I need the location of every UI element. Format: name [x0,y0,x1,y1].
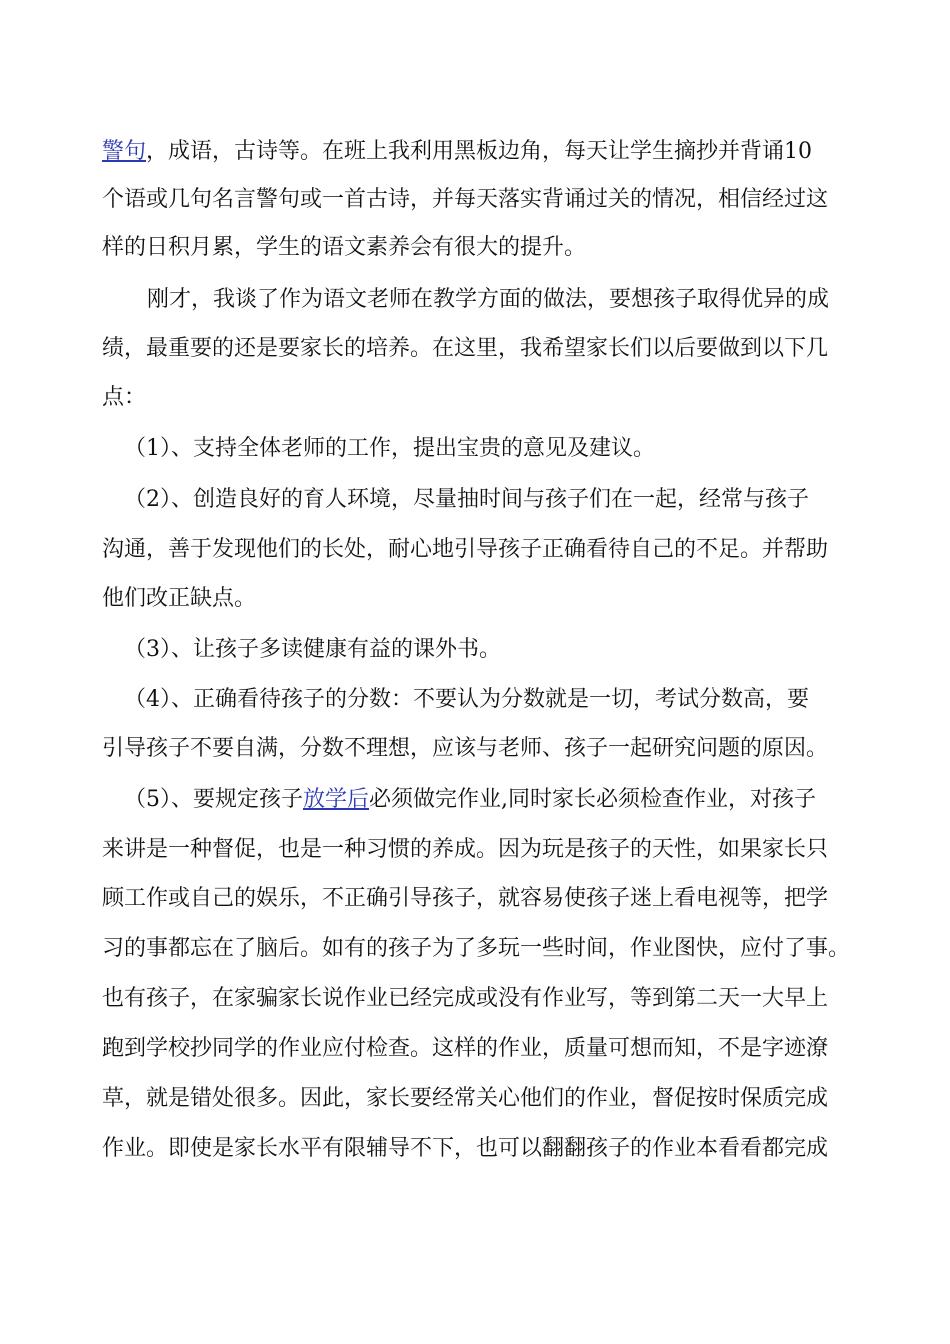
text-line: 个语或几句名言警句或一首古诗，并每天落实背诵过关的情况，相信经过这 [102,187,829,212]
text-line: 顾工作或自己的娱乐，不正确引导孩子，就容易使孩子迷上看电视等，把学 [102,886,829,911]
list-item: （1）、支持全体老师的工作，提出宝贵的意见及建议。 [124,436,655,461]
link-jingju[interactable]: 警句 [102,139,147,164]
text-line: 来讲是一种督促，也是一种习惯的养成。因为玩是孩子的天性，如果家长只 [102,837,829,862]
text-line: 点： [102,385,147,410]
text-line: 样的日积月累，学生的语文素养会有很大的提升。 [102,235,587,260]
list-item [124,785,816,815]
text-span: ，成语，古诗等。在班上我利用黑板边角，每天让学生摘抄并背诵10 [146,139,813,164]
list-item: （4）、正确看待孩子的分数：不要认为分数就是一切，考试分数高，要 [124,687,809,712]
text-line: 草，就是错处很多。因此，家长要经常关心他们的作业，督促按时保质完成 [102,1086,829,1111]
list-item: （2）、创造良好的育人环境，尽量抽时间与孩子们在一起，经常与孩子 [124,487,809,512]
text-line: 引导孩子不要自满，分数不理想，应该与老师、孩子一起研究问题的原因。 [102,736,829,761]
list-item: （3）、让孩子多读健康有益的课外书。 [124,637,501,662]
link-fangxuehou[interactable]: 放学后 [303,787,370,812]
text-line: 跑到学校抄同学的作业应付检查。这样的作业，质量可想而知，不是字迹潦 [102,1036,829,1061]
text-line: 习的事都忘在了脑后。如有的孩子为了多玩一些时间，作业图快，应付了事。 [102,936,851,961]
text-span: （5）、要规定孩子 [124,787,303,812]
text-line [102,137,812,167]
text-span: 必须做完作业,同时家长必须检查作业，对孩子 [369,787,817,812]
text-line: 也有孩子，在家骗家长说作业已经完成或没有作业写，等到第二天一大早上 [102,986,829,1011]
text-line: 他们改正缺点。 [102,586,257,611]
text-line: 作业。即使是家长水平有限辅导不下，也可以翻翻孩子的作业本看看都完成 [102,1136,829,1161]
text-line: 绩，最重要的还是要家长的培养。在这里，我希望家长们以后要做到以下几 [102,336,829,361]
text-line: 刚才，我谈了作为语文老师在教学方面的做法，要想孩子取得优异的成 [147,287,830,312]
text-line: 沟通，善于发现他们的长处，耐心地引导孩子正确看待自己的不足。并帮助 [102,537,829,562]
